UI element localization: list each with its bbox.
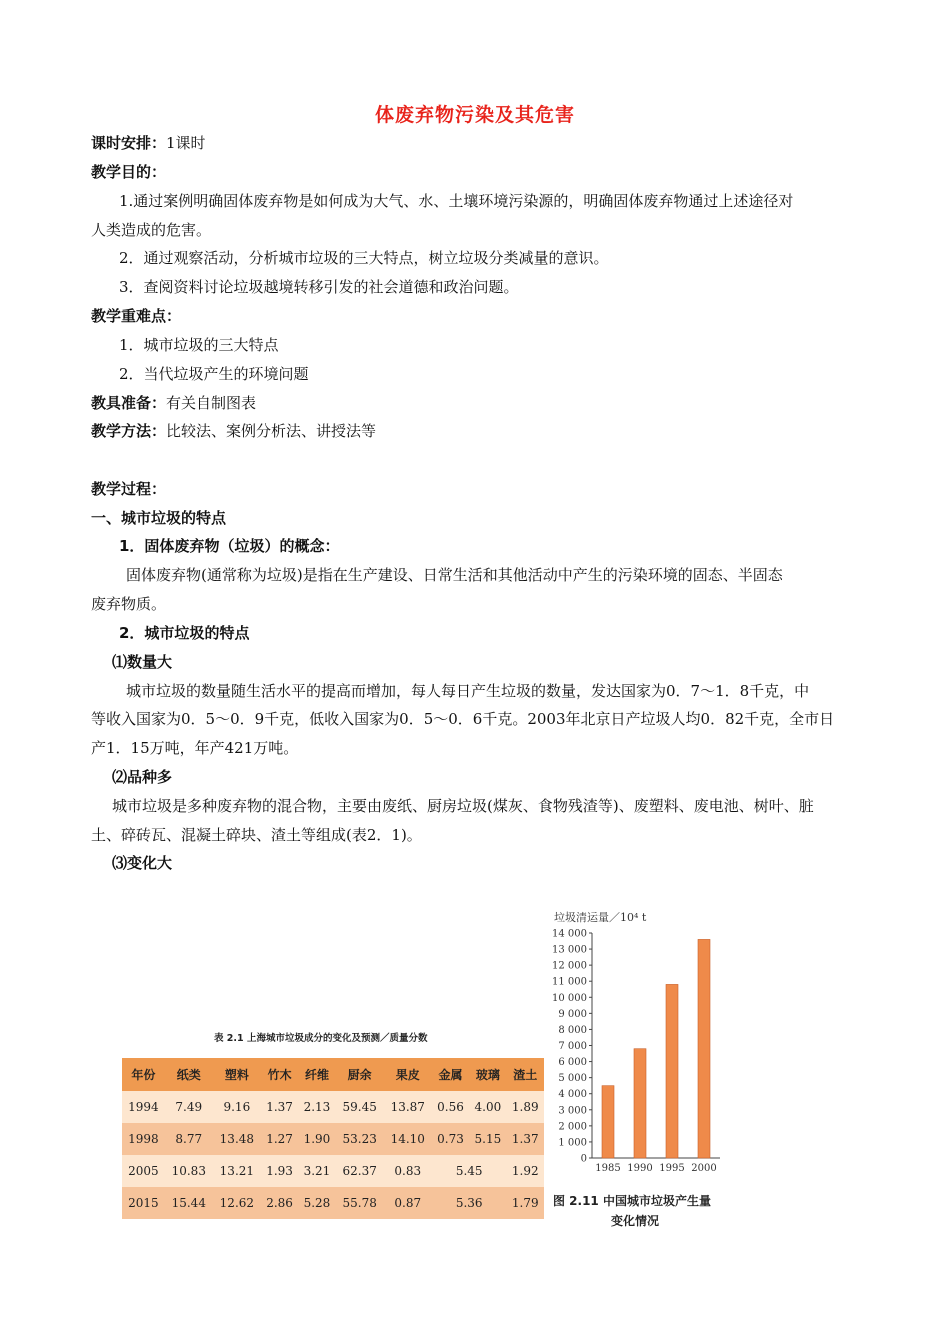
point-2-title: ⑵品种多 [112,768,173,786]
objective-2: 2．通过观察活动，分析城市垃圾的三大特点，树立垃圾分类减量的意识。 [119,249,609,267]
concept-line-1: 固体废弃物(通常称为垃圾)是指在生产建设、日常生活和其他活动中产生的污染环境的固态、半固态 [126,566,783,584]
chart-caption-line-2: 变化情况 [611,1214,660,1228]
key-point-1: 1．城市垃圾的三大特点 [119,336,279,354]
point-2-line-2: 土、碎砖瓦、混凝土碎块、渣土等组成(表2．1)。 [91,826,422,844]
chart-y-tick-label: 14 000 [552,928,587,940]
garbage-composition-table [122,1058,544,1219]
table-cell: 1.37 [261,1091,298,1123]
methods-label: 教学方法： [91,422,167,440]
table-cell: 2.13 [298,1091,335,1123]
chart-x-tick-label: 1995 [659,1163,685,1174]
table-caption: 表 2.1 上海城市垃圾成分的变化及预测／质量分数 [214,1033,428,1044]
chart-y-tick-label: 3 000 [558,1105,587,1117]
chart-bar [698,939,710,1158]
table-cell: 3.21 [298,1155,335,1187]
table-header-cell: 金属 [432,1058,469,1091]
chart-y-tick-label: 5 000 [558,1073,587,1085]
table-cell: 1.90 [298,1123,335,1155]
schedule-value: 1课时 [166,134,206,152]
table-header-cell: 玻璃 [469,1058,506,1091]
key-points-label: 教学重难点： [91,307,182,325]
chart-y-tick-label: 6 000 [558,1057,587,1069]
table-header-row [122,1058,544,1091]
schedule-line [91,133,206,153]
table-cell: 5.28 [298,1187,335,1219]
chart-bar [602,1086,614,1158]
table-cell: 1.27 [261,1123,298,1155]
chart-bar [634,1049,646,1158]
chart-y-tick-label: 11 000 [552,976,587,988]
table-cell: 1.89 [507,1091,544,1123]
chart-caption [553,1191,711,1231]
key-point-2: 2．当代垃圾产生的环境问题 [119,365,309,383]
chart-x-tick-label: 1990 [627,1163,653,1174]
chart-x-tick-label: 1985 [595,1163,621,1174]
chart-bar [666,984,678,1158]
table-header-cell: 厨余 [336,1058,384,1091]
table-cell: 13.48 [213,1123,261,1155]
point-1-line-1: 城市垃圾的数量随生活水平的提高而增加，每人每日产生垃圾的数量，发达国家为0．7～1．8千克，中 [126,682,810,700]
chart-y-axis-label: 垃圾清运量／10⁴ t [554,911,647,924]
point-1-line-3: 产1．15万吨，年产421万吨。 [91,739,299,757]
table-cell: 7.49 [165,1091,213,1123]
chart-y-tick-label: 2 000 [558,1121,587,1133]
garbage-volume-bar-chart [548,905,738,1175]
table-row [122,1091,544,1123]
table-cell-merged: 5.45 [432,1155,507,1187]
methods-line [91,421,376,441]
table-cell: 5.15 [469,1123,506,1155]
tools-value: 有关自制图表 [166,394,257,412]
table-cell: 13.87 [384,1091,432,1123]
sub-1-heading: 1．固体废弃物（垃圾）的概念： [119,537,340,555]
chart-y-tick-label: 9 000 [558,1008,587,1020]
table-header-cell: 果皮 [384,1058,432,1091]
table-cell: 2015 [122,1187,165,1219]
chart-y-tick-label: 4 000 [558,1089,587,1101]
chart-y-tick-label: 10 000 [552,992,587,1004]
table-cell: 15.44 [165,1187,213,1219]
table-cell: 55.78 [336,1187,384,1219]
table-cell: 0.83 [384,1155,432,1187]
table-header-cell: 纸类 [165,1058,213,1091]
table-row [122,1123,544,1155]
table-cell: 2005 [122,1155,165,1187]
table-cell: 53.23 [336,1123,384,1155]
objective-1-line-2: 人类造成的危害。 [91,221,212,239]
tools-line [91,393,256,413]
point-2-line-1: 城市垃圾是多种废弃物的混合物，主要由废纸、厨房垃圾(煤灰、食物残渣等)、废塑料、废电池、树叶、脏 [112,797,814,815]
objective-1-line-1: 1.通过案例明确固体废弃物是如何成为大气、水、土壤环境污染源的，明确固体废弃物通过上述途径对 [119,192,794,210]
methods-value: 比较法、案例分析法、讲授法等 [166,422,377,440]
table-cell: 9.16 [213,1091,261,1123]
table-cell: 62.37 [336,1155,384,1187]
schedule-label: 课时安排： [91,134,167,152]
chart-y-tick-label: 12 000 [552,960,587,972]
chart-y-tick-label: 0 [580,1153,587,1165]
chart-y-tick-label: 1 000 [558,1137,587,1149]
table-cell: 1.37 [507,1123,544,1155]
table-cell: 4.00 [469,1091,506,1123]
table-cell: 8.77 [165,1123,213,1155]
section-1-heading: 一、城市垃圾的特点 [91,509,227,527]
objective-3: 3．查阅资料讨论垃圾越境转移引发的社会道德和政治问题。 [119,278,519,296]
table-header-cell: 竹木 [261,1058,298,1091]
concept-line-2: 废弃物质。 [91,595,167,613]
chart-caption-line-1: 图 2.11 中国城市垃圾产生量 [553,1194,711,1208]
process-label: 教学过程： [91,480,167,498]
chart-y-tick-label: 7 000 [558,1041,587,1052]
table-cell: 2.86 [261,1187,298,1219]
table-cell: 1.93 [261,1155,298,1187]
table-cell: 1994 [122,1091,165,1123]
table-header-cell: 渣土 [507,1058,544,1091]
point-1-line-2: 等收入国家为0．5～0．9千克，低收入国家为0．5～0．6千克。2003年北京日产垃圾人均0．82千克，全市日 [91,710,835,728]
table-cell: 0.73 [432,1123,469,1155]
table-cell: 14.10 [384,1123,432,1155]
table-header-cell: 年份 [122,1058,165,1091]
table-header-cell: 纤维 [298,1058,335,1091]
objectives-label: 教学目的： [91,163,167,181]
table-cell: 59.45 [336,1091,384,1123]
table-cell: 1.79 [507,1187,544,1219]
chart-x-tick-label: 2000 [691,1163,717,1174]
table-cell-merged: 5.36 [432,1187,507,1219]
table-cell: 1.92 [507,1155,544,1187]
table-row [122,1155,544,1187]
table-cell: 12.62 [213,1187,261,1219]
table-cell: 0.87 [384,1187,432,1219]
page-title: 体废弃物污染及其危害 [374,104,575,126]
table-cell: 1998 [122,1123,165,1155]
table-header-cell: 塑料 [213,1058,261,1091]
tools-label: 教具准备： [91,394,167,412]
sub-2-heading: 2．城市垃圾的特点 [119,624,250,642]
table-cell: 10.83 [165,1155,213,1187]
chart-y-tick-label: 13 000 [552,944,587,956]
table-cell: 0.56 [432,1091,469,1123]
chart-y-tick-label: 8 000 [558,1024,587,1036]
point-1-title: ⑴数量大 [112,653,173,671]
table-cell: 13.21 [213,1155,261,1187]
table-row [122,1187,544,1219]
point-3-title: ⑶变化大 [112,854,173,872]
